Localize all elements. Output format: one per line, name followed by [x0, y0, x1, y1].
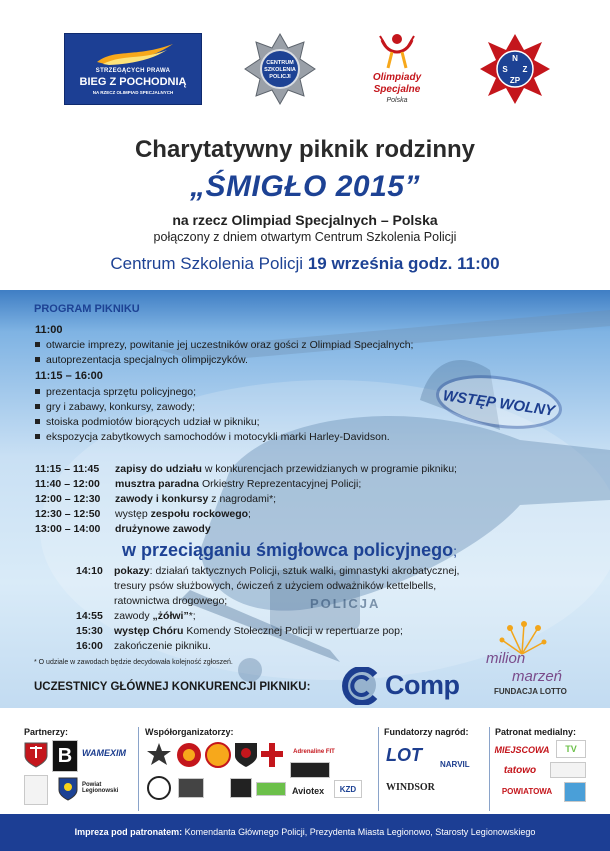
event-name: „ŚMIGŁO 2015”	[190, 170, 420, 203]
tv-logo: TV	[556, 740, 586, 758]
event-date-time: 19 września godz. 11:00	[307, 254, 500, 273]
sub-schedule-row: 14:55 zawody „żółwi”*;	[76, 610, 196, 622]
place-date-line	[0, 254, 610, 274]
csp-line1: CENTRUM	[266, 60, 294, 66]
csp-line2: SZKOLENIA	[264, 67, 296, 73]
torch-flame-icon	[95, 40, 175, 66]
event-place: Centrum Szkolenia Policji	[110, 254, 304, 273]
block2-item: gry i zabawy, konkursy, zawody;	[35, 401, 195, 413]
footer-label: Impreza pod patronatem:	[74, 827, 183, 837]
block2-item: ekspozycja zabytkowych samochodów i motocykli marki Harley-Davidson.	[35, 431, 390, 443]
police-badge-icon	[146, 742, 172, 768]
sub-schedule-cont: tresury psów służbowych, ćwiczeń z użyciem odważników kettelbells,	[114, 580, 437, 592]
block2-item: prezentacja sprzętu policyjnego;	[35, 386, 196, 398]
svg-text:N: N	[512, 54, 518, 63]
wamexim-logo: WAMEXIM	[80, 745, 128, 761]
centrum-szkolenia-policji-logo	[243, 32, 317, 106]
nszzp-emblem-icon	[478, 32, 552, 106]
bieg-logo-line1: STRZEGĄCYCH PRAWA	[95, 68, 171, 74]
lot-logo: LOT	[386, 745, 422, 765]
media-label: Patronat medialny:	[495, 727, 577, 737]
miejscowa-logo: MIEJSCOWA	[494, 742, 550, 758]
sub-schedule-cont: ratownictwa drogowego;	[114, 595, 228, 607]
olimp-line3: Polska	[386, 97, 408, 104]
milion-line3: FUNDACJA LOTTO	[494, 687, 567, 696]
milion-line2: marzeń	[512, 668, 563, 685]
svg-text:Z: Z	[522, 65, 528, 74]
emblem-icon	[205, 742, 231, 768]
bieg-z-pochodnia-logo	[64, 33, 202, 105]
block2-item: stoiska podmiotów biorących udział w pikniku;	[35, 416, 260, 428]
block2-time: 11:15 – 16:00	[35, 370, 103, 382]
footnote: * O udziale w zawodach będzie decydowała kolejność zgłoszeń.	[34, 659, 233, 666]
fire-brigade-icon	[176, 742, 202, 768]
poster-title: Charytatywny piknik rodzinny	[134, 136, 476, 163]
block1-item: autoprezentacja specjalnych olimpijczyków.	[35, 354, 248, 366]
special-olympics-figure-icon	[362, 30, 432, 72]
program-heading: PROGRAM PIKNIKU	[34, 303, 140, 315]
partner-logo-small	[24, 775, 48, 805]
comp-c-icon	[341, 667, 381, 705]
coorg-logo	[290, 762, 330, 778]
powiatowa-logo: POWIATOWA	[494, 784, 560, 798]
schedule-row: 12:30 – 12:50 występ zespołu rockowego;	[35, 508, 251, 520]
tatowo-logo: tatowo	[494, 762, 546, 778]
sponsor-divider	[378, 727, 379, 811]
b-logo: B	[52, 740, 78, 772]
kn-emblem-icon	[147, 776, 171, 800]
sponsor-divider	[138, 727, 139, 811]
coorg-logo	[178, 778, 204, 798]
powiat-text: Powiat Legionowski	[82, 782, 119, 794]
milion-line1: milion	[486, 650, 526, 667]
bieg-logo-line2: BIEG Z POCHODNIĄ	[79, 76, 187, 88]
adrenaline-logo: Adrenaline FIT	[286, 745, 342, 759]
csp-line3: POLICJI	[269, 74, 291, 80]
comp-logo-text: Comp	[385, 670, 460, 700]
block1-time: 11:00	[35, 324, 63, 336]
subtitle-olimpiady: na rzecz Olimpiad Specjalnych – Polska	[172, 212, 438, 228]
sponsor-divider	[489, 727, 490, 811]
funders-label: Fundatorzy nagród:	[384, 727, 469, 737]
sub-schedule-row: 16:00 zakończenie pikniku.	[76, 640, 211, 652]
partners-label: Partnerzy:	[24, 727, 69, 737]
schedule-row: 12:00 – 12:30 zawody i konkursy z nagrodami*;	[35, 493, 277, 505]
heli-marking: POLICJA	[310, 596, 381, 611]
schedule-row: 11:15 – 11:45 zapisy do udziału w konkurencjach przewidzianych w programie pikniku;	[35, 463, 457, 475]
powiat-crest-icon	[58, 777, 78, 801]
media-logo	[550, 762, 586, 778]
comp-logo	[341, 667, 476, 705]
shield-icon	[234, 742, 258, 768]
legionowo-crest-icon	[24, 742, 48, 768]
olimpiady-specjalne-logo	[362, 30, 432, 110]
participants-label: UCZESTNICY GŁÓWNEJ KONKURENCJI PIKNIKU:	[34, 681, 311, 693]
svg-text:ZP: ZP	[509, 76, 521, 85]
olimp-line2: Specjalne	[373, 84, 421, 95]
bieg-logo-line3: NA RZECZ OLIMPIAD SPECJALNYCH	[92, 90, 174, 95]
narvil-logo: NARVIL	[440, 760, 470, 769]
subtitle-dzien-otwarty: połączony z dniem otwartym Centrum Szkolenia Policji	[153, 230, 457, 244]
milion-marzen-logo	[480, 620, 580, 702]
coorg-logo	[256, 782, 286, 796]
sub-schedule-row: 15:30 występ Chóru Komendy Stołecznej Policji w repertuarze pop;	[76, 625, 403, 637]
olimp-line1: Olimpiady	[372, 72, 422, 83]
police-star-icon	[243, 32, 317, 106]
stamp-text: WSTĘP WOLNY	[441, 387, 556, 420]
helicopter-pull-line: w przeciąganiu śmigłowca policyjnego;	[122, 540, 457, 560]
media-logo	[564, 782, 586, 802]
nszzp-logo	[478, 32, 552, 106]
kzd-logo: KZD	[334, 780, 362, 798]
schedule-row: 13:00 – 14:00 drużynowe zawody	[35, 523, 211, 535]
schedule-row: 11:40 – 12:00 musztra paradna Orkiestry Reprezentacyjnej Policji;	[35, 478, 362, 490]
svg-text:S: S	[502, 65, 508, 74]
sub-schedule-row: 14:10 pokazy: działań taktycznych Policji, sztuk walki, gimnastyki akrobatycznej,	[76, 565, 460, 577]
cross-icon	[260, 742, 284, 768]
footer-text: Komendanta Głównego Policji, Prezydenta Miasta Legionowo, Starosty Legionowskiego	[182, 827, 536, 837]
coorg-logo	[230, 778, 252, 798]
patronage-footer	[0, 814, 610, 851]
wstep-wolny-stamp	[432, 372, 566, 432]
windsor-logo: WINDSOR	[386, 782, 435, 793]
block1-item: otwarcie imprezy, powitanie jej uczestników oraz gości z Olimpiad Specjalnych;	[35, 339, 413, 351]
coorganizers-label: Współorganizatorzy:	[145, 727, 234, 737]
aviotex-logo: Aviotex	[292, 786, 325, 796]
